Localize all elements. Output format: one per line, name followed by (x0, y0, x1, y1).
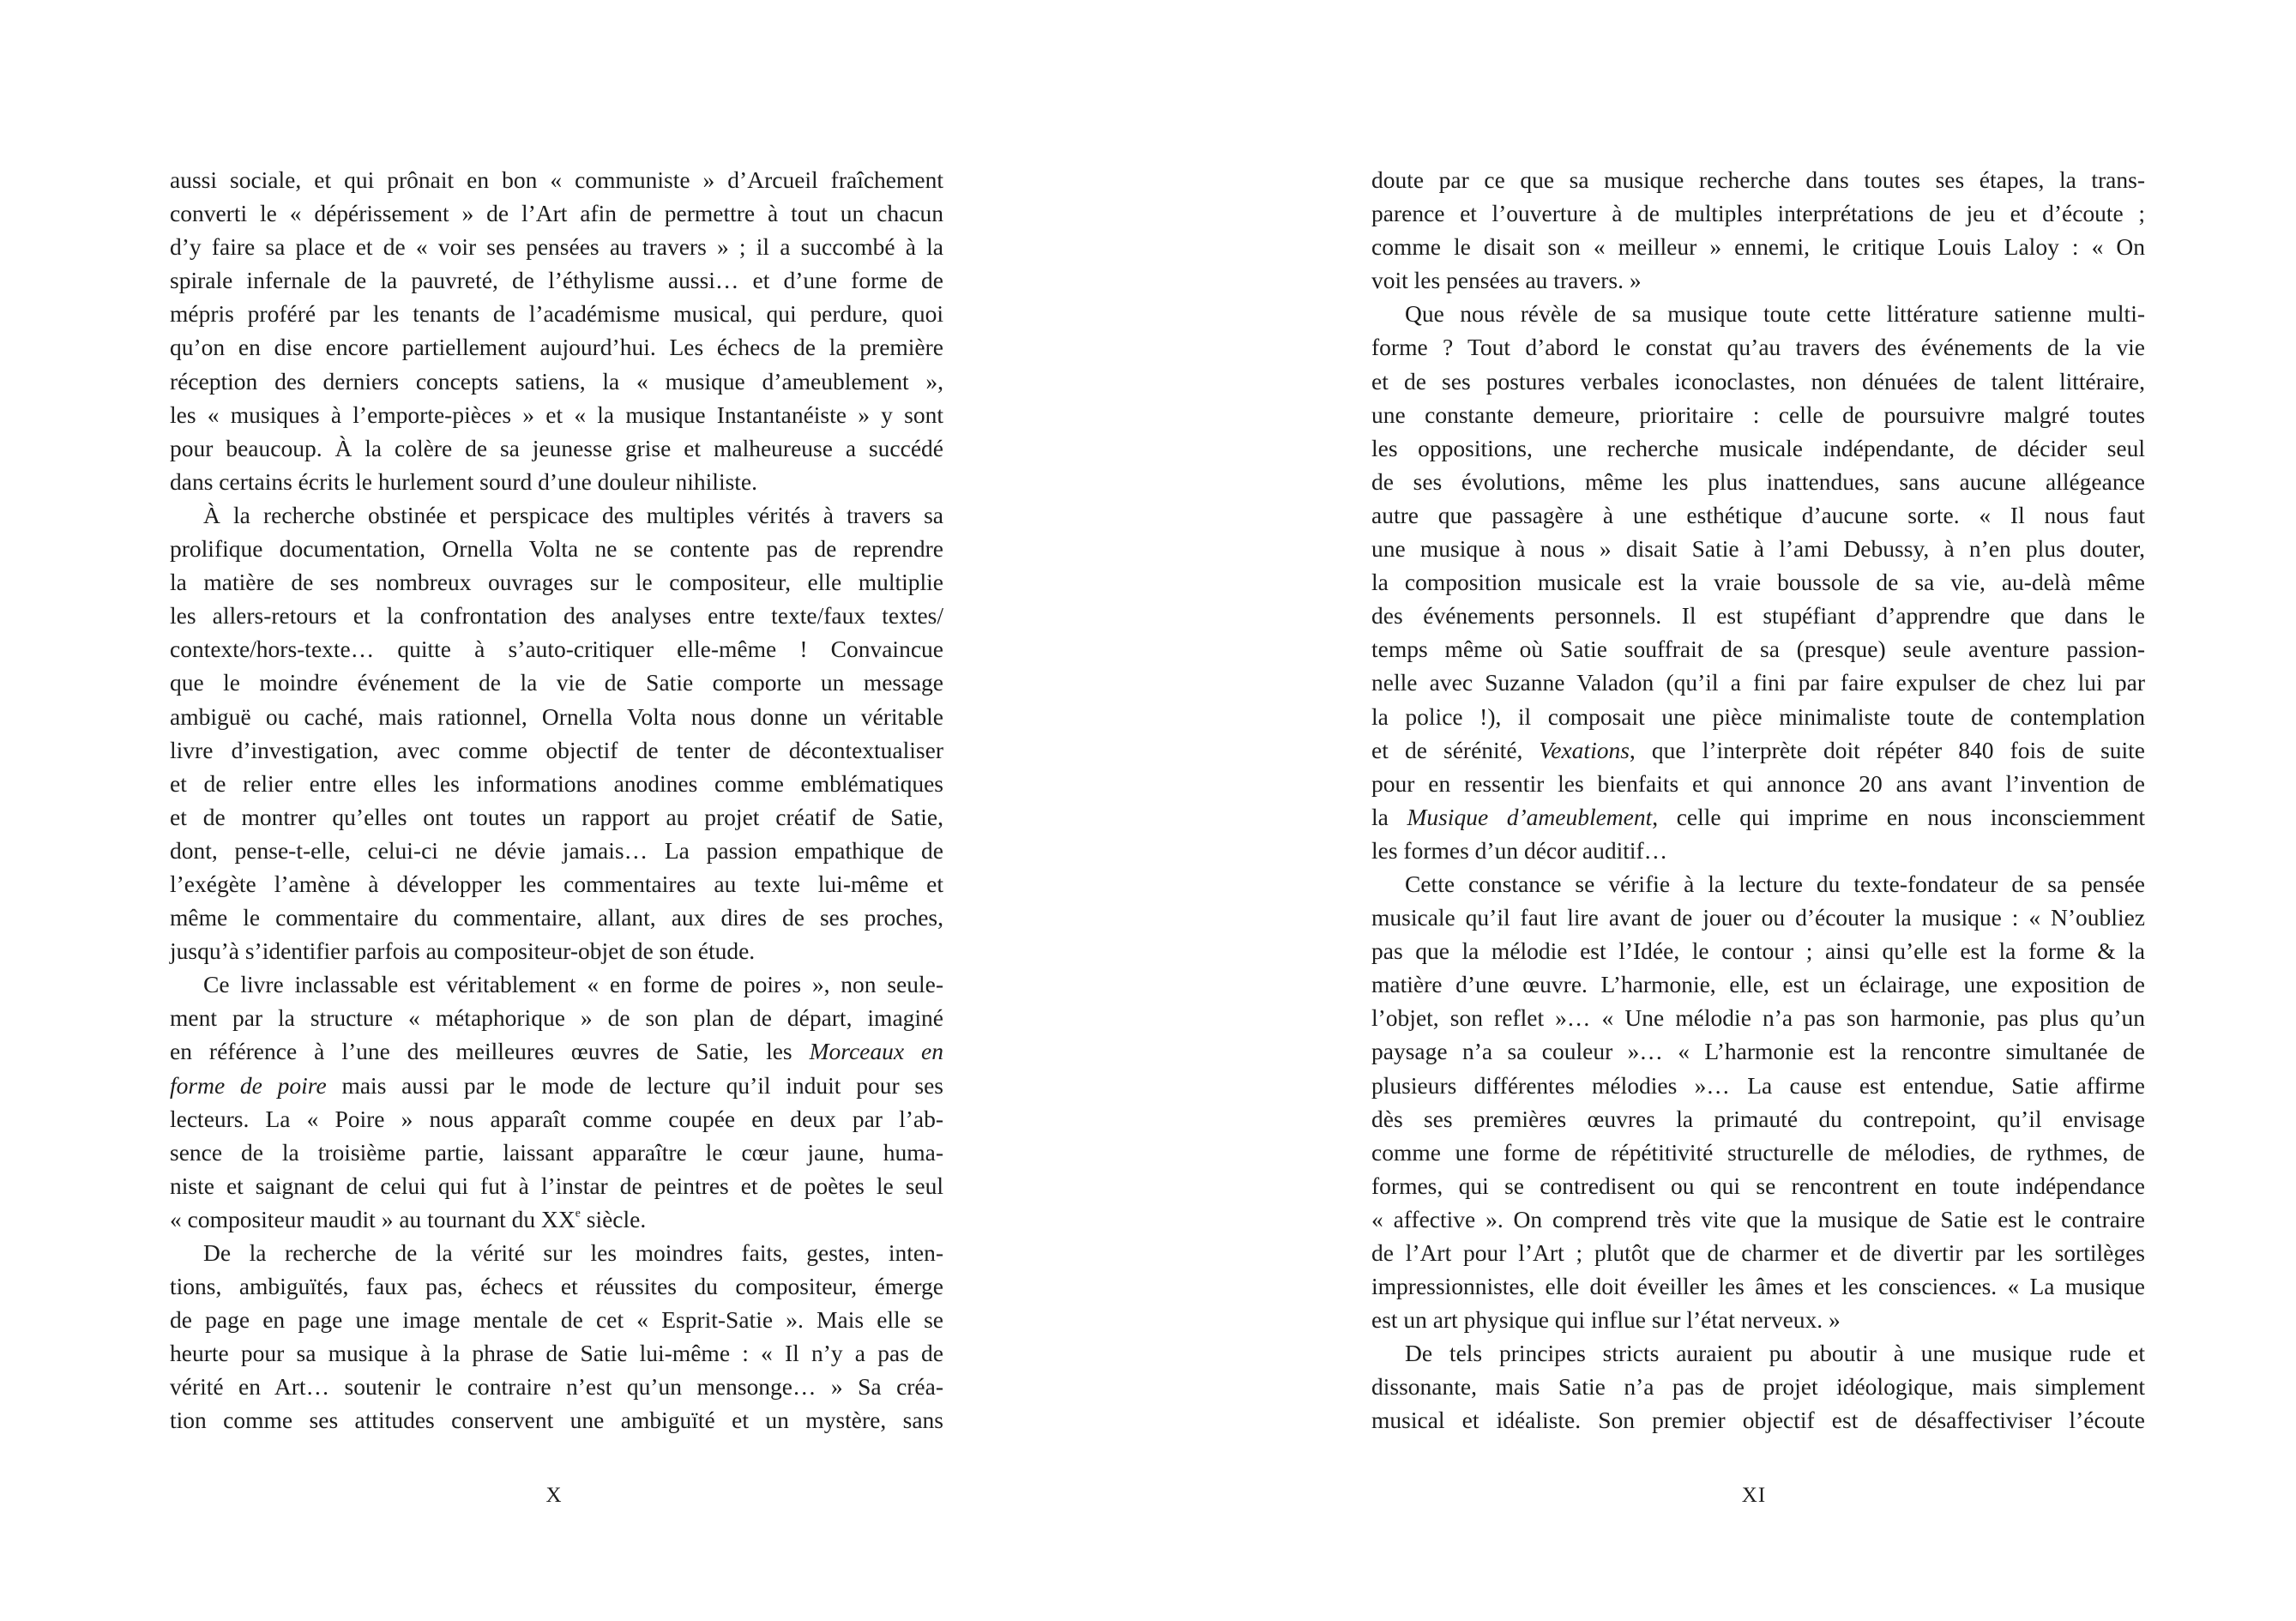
text-segment: ambiguë ou caché, mais rationnel, Ornella Volta nous donne un véritable (170, 702, 943, 730)
paragraph (1371, 1336, 2145, 1437)
text-segment: en référence à l’une des meilleures œuvres de Satie, les (170, 1038, 810, 1065)
paragraph (1371, 297, 2145, 867)
text-segment: réception des derniers concepts satiens, la « musique d’ameublement », (170, 367, 943, 395)
text-segment: comme une forme de répétitivité structurelle de mélodies, de rythmes, de (1371, 1138, 2145, 1166)
text-segment: les oppositions, une recherche musicale indépendante, de décider seul (1371, 434, 2145, 461)
text-segment: tions, ambiguïtés, faux pas, échecs et réussites du compositeur, émerge (170, 1273, 943, 1300)
text-line (1371, 163, 2145, 196)
text-line (170, 297, 943, 330)
text-segment: pas que la mélodie est l’Idée, le contour ; ainsi qu’elle est la forme & la (1371, 937, 2145, 965)
text-segment: « affective ». On comprend très vite que la musique de Satie est le contraire (1371, 1205, 2145, 1232)
text-segment: autre que passagère à une esthétique d’aucune sorte. « Il nous faut (1371, 501, 2145, 528)
text-line (1371, 700, 2145, 733)
text-line (1371, 297, 2145, 330)
text-segment: spirale infernale de la pauvreté, de l’éthylisme aussi… et d’une forme de (170, 267, 943, 294)
text-line (1371, 1236, 2145, 1269)
text-segment: À la recherche obstinée et perspicace des multiples vérités à travers sa (203, 501, 943, 528)
text-segment: aussi sociale, et qui prônait en bon « communiste » d’Arcueil fraîchement (170, 166, 943, 193)
text-line (170, 1069, 943, 1102)
text-line (170, 498, 943, 532)
text-line (1371, 1069, 2145, 1102)
text-line (170, 365, 943, 398)
text-segment: de l’Art pour l’Art ; plutôt que de charmer et de divertir par les sortilèges (1371, 1239, 2145, 1266)
text-line (1371, 967, 2145, 1001)
text-line (170, 901, 943, 934)
text-segment: et de ses postures verbales iconoclastes, non dénuées de talent littéraire, (1371, 367, 2145, 395)
text-segment: impressionnistes, elle doit éveiller les âmes et les consciences. « La musique (1371, 1273, 2145, 1300)
text-segment: l’objet, son reflet »… « Une mélodie n’a pas son harmonie, pas plus qu’un (1371, 1004, 2145, 1032)
text-segment: dès ses premières œuvres la primauté du contrepoint, qu’il envisage (1371, 1105, 2145, 1132)
text-segment: la police !), il composait une pièce minimaliste toute de contemplation (1371, 702, 2145, 730)
text-segment: musical et idéaliste. Son premier objectif est de désaffectiviser l’écoute (1371, 1407, 2145, 1434)
right-page-body (1371, 163, 2145, 1437)
text-line (1371, 230, 2145, 263)
text-segment: dissonante, mais Satie n’a pas de projet idéologique, mais simplement (1371, 1373, 2145, 1401)
paragraph (1371, 867, 2145, 1336)
text-line (1371, 1169, 2145, 1202)
text-segment: est un art physique qui influe sur l’état nerveux. » (1371, 1306, 1841, 1334)
text-segment: voit les pensées au travers. » (1371, 267, 1642, 294)
text-segment: paysage n’a sa couleur »… « L’harmonie est la rencontre simultanée de (1371, 1038, 2145, 1065)
text-segment: même le commentaire du commentaire, allant, aux dires de ses proches, (170, 904, 943, 931)
text-line (1371, 1303, 2145, 1336)
text-line (1371, 1001, 2145, 1034)
text-segment: De tels principes stricts auraient pu aboutir à une musique rude et (1405, 1340, 2145, 1367)
text-segment: une constante demeure, prioritaire : celle de poursuivre malgré toutes (1371, 401, 2145, 428)
text-segment: la (1371, 803, 1407, 830)
text-line (1371, 465, 2145, 498)
text-segment: parence et l’ouverture à de multiples interprétations de jeu et d’écoute ; (1371, 200, 2145, 227)
text-segment: et de relier entre elles les informations anodines comme emblématiques (170, 769, 943, 797)
text-segment: des événements personnels. Il est stupéfiant d’apprendre que dans le (1371, 602, 2145, 630)
text-segment: livre d’investigation, avec comme objectif de tenter de décontextualiser (170, 736, 943, 763)
text-segment: formes, qui se contredisent ou qui se rencontrent en toute indépendance (1371, 1172, 2145, 1199)
text-line (170, 1169, 943, 1202)
text-segment: , celle qui imprime en nous inconsciemment (1652, 803, 2145, 830)
text-line (1371, 1136, 2145, 1169)
text-line (1371, 599, 2145, 632)
text-segment: mépris proféré par les tenants de l’académisme musical, qui perdure, quoi (170, 300, 943, 328)
text-segment: Ce livre inclassable est véritablement « en forme de poires », non seule- (203, 971, 943, 998)
text-segment: musicale qu’il faut lire avant de jouer ou d’écouter la musique : « N’oubliez (1371, 904, 2145, 931)
text-segment: qu’on en dise encore partiellement aujourd’hui. Les échecs de la première (170, 334, 943, 361)
text-line (1371, 666, 2145, 699)
text-line (1371, 431, 2145, 465)
text-line (170, 398, 943, 431)
text-line (1371, 733, 2145, 767)
text-segment: et de sérénité, (1371, 736, 1540, 763)
text-line (1371, 565, 2145, 599)
text-line (170, 263, 943, 297)
text-line (170, 1403, 943, 1437)
italic-title: Musique d’ameublement (1407, 803, 1653, 830)
text-segment: nelle avec Suzanne Valadon (qu’il a fini par faire expulser de chez lui par (1371, 669, 2145, 696)
text-segment: sence de la troisième partie, laissant apparaître le cœur jaune, huma- (170, 1138, 943, 1166)
text-line (170, 632, 943, 666)
text-line (1371, 1202, 2145, 1236)
text-line (1371, 934, 2145, 967)
text-line (170, 532, 943, 565)
text-line (170, 666, 943, 699)
text-segment: heurte pour sa musique à la phrase de Satie lui-même : « Il n’y a pas de (170, 1340, 943, 1367)
text-line (1371, 1336, 2145, 1370)
text-segment: la composition musicale est la vraie boussole de sa vie, au-delà même (1371, 569, 2145, 596)
page-number: X (545, 1484, 563, 1507)
text-line (170, 163, 943, 196)
text-line (1371, 1034, 2145, 1068)
text-line (1371, 263, 2145, 297)
text-line (170, 230, 943, 263)
text-segment: niste et saignant de celui qui fut à l’instar de peintres et de poètes le seul (170, 1172, 943, 1199)
text-segment: pour en ressentir les bienfaits et qui annonce 20 ans avant l’invention de (1371, 769, 2145, 797)
text-line (170, 1236, 943, 1269)
text-line (170, 431, 943, 465)
paragraph (170, 163, 943, 498)
text-segment: contexte/hors-texte… quitte à s’auto-critiquer elle-même ! Convaincue (170, 636, 943, 663)
page-number: XI (1741, 1484, 1767, 1507)
paragraph (170, 1236, 943, 1437)
text-segment: les « musiques à l’emporte-pièces » et « la musique Instantanéiste » y sont (170, 401, 943, 428)
text-segment: matière d’une œuvre. L’harmonie, elle, est un éclairage, une exposition de (1371, 971, 2145, 998)
text-segment: tion comme ses attitudes conservent une ambiguïté et un mystère, sans (170, 1407, 943, 1434)
text-line (1371, 1370, 2145, 1403)
text-segment: siècle. (580, 1205, 647, 1232)
superscript: e (575, 1206, 581, 1220)
paragraph (170, 498, 943, 967)
text-segment: jusqu’à s’identifier parfois au compositeur-objet de son étude. (170, 937, 756, 965)
text-segment: converti le « dépérissement » de l’Art afin de permettre à tout un chacun (170, 200, 943, 227)
text-line (170, 834, 943, 867)
text-segment: « compositeur maudit » au tournant du XX (170, 1205, 576, 1232)
left-page-body (170, 163, 943, 1437)
text-segment: prolifique documentation, Ornella Volta ne se contente pas de reprendre (170, 535, 943, 563)
text-segment: comme le disait son « meilleur » ennemi, le critique Louis Laloy : « On (1371, 233, 2145, 261)
text-line (1371, 834, 2145, 867)
text-line (170, 767, 943, 800)
text-segment: que le moindre événement de la vie de Satie comporte un message (170, 669, 943, 696)
text-segment: les allers-retours et la confrontation des analyses entre texte/faux textes/ (170, 602, 943, 630)
text-segment: mais aussi par le mode de lecture qu’il induit pour ses (326, 1071, 943, 1099)
text-segment: dont, pense-t-elle, celui-ci ne dévie jamais… La passion empathique de (170, 836, 943, 864)
text-line (1371, 1269, 2145, 1303)
text-segment: la matière de ses nombreux ouvrages sur le compositeur, elle multiplie (170, 569, 943, 596)
text-line (1371, 1102, 2145, 1136)
text-segment: vérité en Art… soutenir le contraire n’est qu’un mensonge… » Sa créa- (170, 1373, 943, 1401)
text-segment: de page en page une image mentale de cet « Esprit-Satie ». Mais elle se (170, 1306, 943, 1334)
text-line (170, 599, 943, 632)
text-line (170, 1102, 943, 1136)
text-line (170, 1303, 943, 1336)
text-segment: de ses évolutions, même les plus inattendues, sans aucune allégeance (1371, 467, 2145, 495)
text-line (170, 565, 943, 599)
text-segment: pour beaucoup. À la colère de sa jeunesse grise et malheureuse a succédé (170, 434, 943, 461)
text-line (170, 967, 943, 1001)
text-segment: Cette constance se vérifie à la lecture du texte-fondateur de sa pensée (1405, 870, 2145, 897)
text-line (170, 330, 943, 364)
text-line (1371, 532, 2145, 565)
text-segment: dans certains écrits le hurlement sourd d’une douleur nihiliste. (170, 467, 758, 495)
text-segment: doute par ce que sa musique recherche dans toutes ses étapes, la trans- (1371, 166, 2145, 193)
text-line (170, 1001, 943, 1034)
text-segment: ment par la structure « métaphorique » de son plan de départ, imaginé (170, 1004, 943, 1032)
text-segment: plusieurs différentes mélodies »… La cause est entendue, Satie affirme (1371, 1071, 2145, 1099)
text-line (170, 1136, 943, 1169)
text-segment: les formes d’un décor auditif… (1371, 836, 1668, 864)
paragraph (1371, 163, 2145, 297)
text-line (170, 700, 943, 733)
text-line (1371, 867, 2145, 901)
text-segment: une musique à nous » disait Satie à l’ami Debussy, à n’en plus douter, (1371, 535, 2145, 563)
italic-title: forme de poire (170, 1071, 327, 1099)
text-segment: d’y faire sa place et de « voir ses pensées au travers » ; il a succombé à la (170, 233, 943, 261)
text-segment: , que l’interprète doit répéter 840 fois de suite (1629, 736, 2146, 763)
text-line (170, 465, 943, 498)
text-line (1371, 196, 2145, 230)
italic-title: Vexations (1539, 736, 1630, 763)
text-line (170, 1034, 943, 1068)
text-line (170, 800, 943, 834)
text-line (1371, 800, 2145, 834)
text-line (170, 733, 943, 767)
text-line (170, 1336, 943, 1370)
text-line (170, 196, 943, 230)
text-line (1371, 330, 2145, 364)
text-line (1371, 1403, 2145, 1437)
text-segment: De la recherche de la vérité sur les moindres faits, gestes, inten- (203, 1239, 943, 1266)
italic-title: Morceaux en (809, 1038, 943, 1065)
text-line (170, 1202, 943, 1236)
text-line (170, 934, 943, 967)
text-line (170, 1370, 943, 1403)
text-line (1371, 767, 2145, 800)
text-segment: lecteurs. La « Poire » nous apparaît comme coupée en deux par l’ab- (170, 1105, 943, 1132)
text-segment: forme ? Tout d’abord le constat qu’au travers des événements de la vie (1371, 334, 2145, 361)
text-segment: Que nous révèle de sa musique toute cette littérature satienne multi- (1405, 300, 2145, 328)
text-segment: et de montrer qu’elles ont toutes un rapport au projet créatif de Satie, (170, 803, 943, 830)
text-line (1371, 398, 2145, 431)
text-line (170, 867, 943, 901)
text-line (1371, 632, 2145, 666)
text-line (1371, 498, 2145, 532)
paragraph (170, 967, 943, 1236)
text-line (1371, 901, 2145, 934)
right-page (1148, 0, 2296, 1621)
text-line (1371, 365, 2145, 398)
text-segment: temps même où Satie souffrait de sa (presque) seule aventure passion- (1371, 636, 2145, 663)
text-line (170, 1269, 943, 1303)
text-segment: l’exégète l’amène à développer les commentaires au texte lui-même et (170, 870, 943, 897)
